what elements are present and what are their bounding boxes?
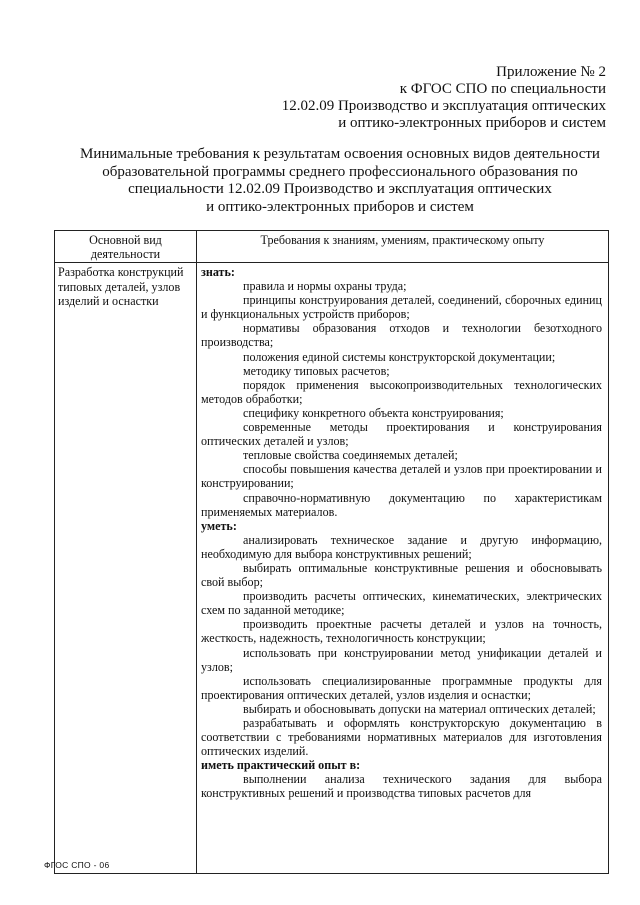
requirement-item: современные методы проектирования и конструирования оптических деталей и узлов; <box>201 420 602 449</box>
requirement-item: производить проектные расчеты деталей и узлов на точность, жесткость, надежность, технологичность конструкции; <box>201 617 602 646</box>
requirement-item: разрабатывать и оформлять конструкторскую документацию в соответствии с требованиями нормативных материалов для изготовления оптических изделий. <box>201 716 602 759</box>
requirement-item: использовать при конструировании метод унификации деталей и узлов; <box>201 645 602 674</box>
appendix-line: Приложение № 2 <box>496 64 606 80</box>
requirement-item: порядок применения высокопроизводительных технологических методов обработки; <box>201 377 602 406</box>
document-title <box>60 146 620 216</box>
appendix-line: к ФГОС СПО по специальности <box>399 81 606 97</box>
requirement-item: выбирать и обосновывать допуски на материал оптических деталей; <box>243 701 596 716</box>
title-line: Минимальные требования к результатам освоения основных видов деятельности <box>80 146 600 162</box>
requirement-item: тепловые свойства соединяемых деталей; <box>243 448 458 463</box>
appendix-reference <box>282 64 606 132</box>
appendix-line: и оптико-электронных приборов и систем <box>338 115 606 131</box>
header-activity: Основной вид деятельности <box>55 231 197 263</box>
requirement-item: специфику конкретного объекта конструирования; <box>243 405 504 420</box>
requirement-item: выбирать оптимальные конструктивные решения и обосновывать свой выбор; <box>201 560 602 590</box>
requirement-item: производить расчеты оптических, кинематических, электрических схем по заданной методике; <box>201 589 602 618</box>
header-requirements: Требования к знаниям, умениям, практическому опыту <box>197 231 609 263</box>
appendix-line: 12.02.09 Производство и эксплуатация оптических <box>281 98 606 114</box>
requirement-item: принципы конструирования деталей, соединений, сборочных единиц и функциональных устройств приборов; <box>201 293 602 322</box>
activity-text: Разработка конструкций типовых деталей, узлов изделий и оснастки <box>58 265 184 308</box>
requirement-item: справочно-нормативную документацию по характеристикам применяемых материалов. <box>201 490 602 519</box>
requirement-item: методику типовых расчетов; <box>243 363 390 378</box>
know-list <box>201 279 602 519</box>
title-line: специальности 12.02.09 Производство и эксплуатация оптических <box>128 181 552 197</box>
requirement-item: выполнении анализа технического задания для выбора конструктивных решений и производства типовых расчетов для <box>201 772 602 801</box>
requirement-item: нормативы образования отходов и технологии безотходного производства; <box>201 321 602 350</box>
table-header-row <box>55 231 609 263</box>
experience-list <box>201 772 602 800</box>
able-heading: уметь: <box>201 518 237 533</box>
requirement-item: анализировать техническое задание и другую информацию, необходимую для выбора конструктивных решений; <box>201 532 602 561</box>
requirements-cell <box>197 263 609 874</box>
title-line: и оптико-электронных приборов и систем <box>206 198 474 215</box>
table-row <box>55 263 609 874</box>
requirement-item: положения единой системы конструкторской документации; <box>243 349 556 364</box>
requirements-table <box>54 230 609 874</box>
know-heading: знать: <box>201 265 235 279</box>
title-line: образовательной программы среднего профессионального образования по <box>102 163 578 180</box>
page-footer: ФГОС СПО - 06 <box>44 860 110 870</box>
requirements-body <box>197 263 608 873</box>
experience-heading: иметь практический опыт в: <box>201 758 361 773</box>
able-list <box>201 533 602 759</box>
requirement-item: способы повышения качества деталей и узлов при проектировании и конструировании; <box>201 462 602 491</box>
activity-cell <box>55 263 197 874</box>
requirement-item: использовать специализированные программные продукты для проектирования оптических деталей, узлов изделия и оснастки; <box>201 673 602 702</box>
requirement-item: правила и нормы охраны труда; <box>243 279 407 294</box>
